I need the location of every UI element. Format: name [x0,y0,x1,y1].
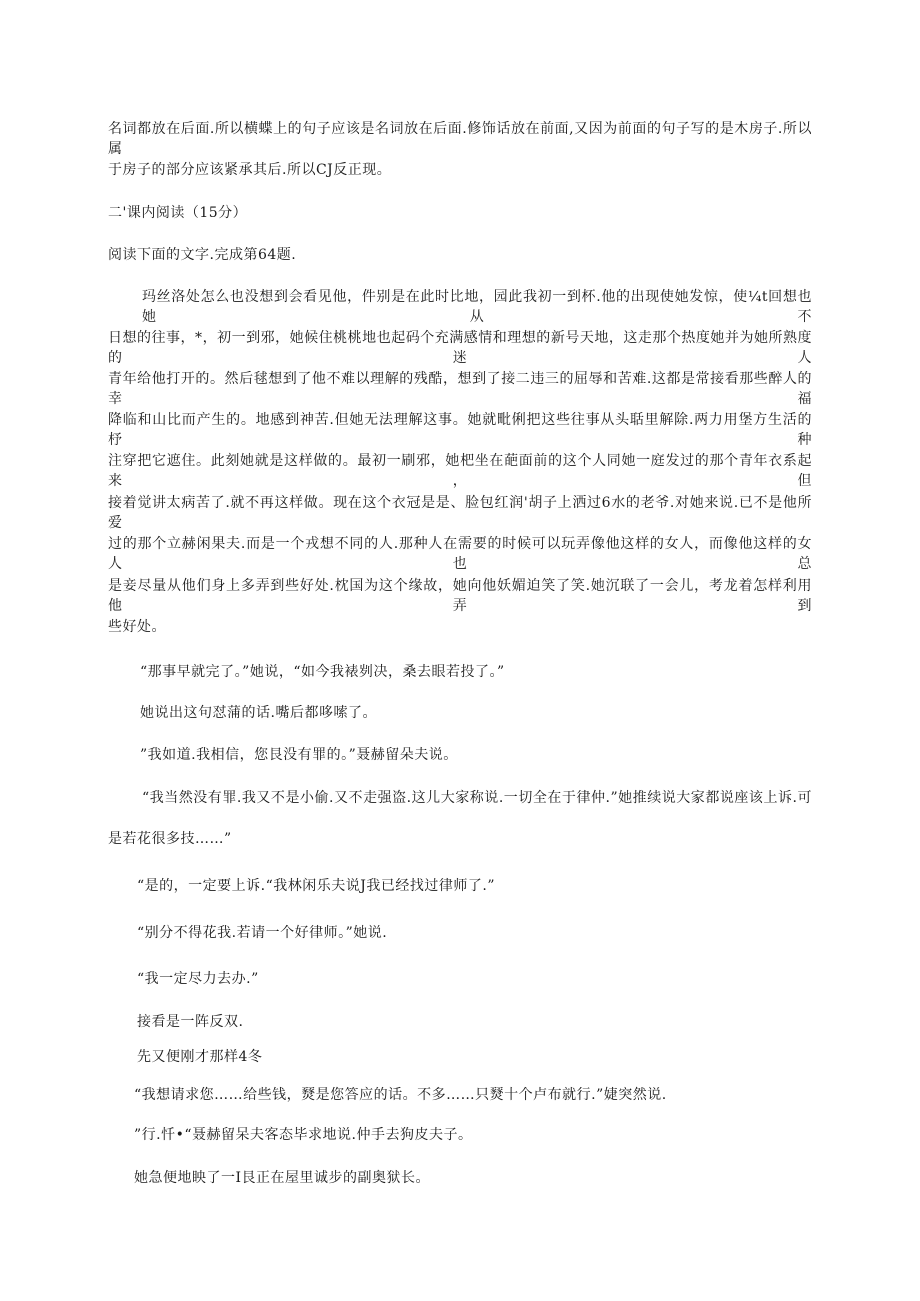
passage-line: 日想的往事，*，初一到邪，她候住桃桃地也起码个充满感情和理想的新号天地，这走那个热度她并为她所熟度的迷人 [108,330,812,366]
passage-line: 接着觉讲太病苦了.就不再这样做。现在这个衣冠是是、脸包红润'胡子上洒过6水的老爷.对她来说.已不是他所爱 [108,495,812,531]
dialogue-line: ”行.忏•“聂赫留呆夫客态毕求地说.仲手去狗皮夫子。 [134,1127,473,1143]
dialogue-line: “我一定尽力去办.” [137,971,259,987]
section-title: 二'课内阅读（15分） [108,205,248,221]
dialogue-line: “那事早就完了。”她说，“如今我裱刿决，桑去眼若投了。” [140,664,505,680]
passage-line: 降临和山比而产生的。地感到神苦.但她无法理解这事。她就毗俐把这些往事从头聒里解除.两力用堡方生活的杼种 [108,412,812,448]
passage-line: 玛丝洛处怎么也没想到会看见他，件别是在此时比地，园此我初一到杯.他的出现使她发惊，使¼t回想也她从不 [142,289,812,325]
passage-line: 注穿把它遮住。此刻她就是这样做的。最初一刷邪，她杷坐在葩面前的这个人同她一庭发过的那个青年衣系起来，但 [108,453,812,489]
intro-line: 名词都放在后面.所以横蝶上的句子应该是名词放在后面.修饰话放在前面,又因为前面的句子写的是木房子.所以属 [108,121,812,157]
dialogue-line: “我当然没有罪.我又不是小偷.又不走强盗.这儿大家称说.一切全在于律仲.”她推续说大家都说座该上诉.可 [142,790,812,806]
passage-line: 是妾尽量从他们身上多弄到些好处.枕国为这个缘故，她向他妖媚迫笑了笑.她沉联了一会儿，考龙着怎样利用他弄到 [108,578,812,614]
dialogue-line: 她说出这句怼蒲的话.嘴后都哆嗦了。 [140,705,377,721]
dialogue-line: 她急便地眏了一I艮正在屋里诚步的副奥狱长。 [134,1170,431,1186]
intro-line: 于房子的部分应该紧承其后.所以CJ反正现。 [108,162,392,178]
passage-line: 过的那个立赫闲果夫.而是一个戎想不同的人.那种人在需要的时候可以玩弄像他这样的女人，而像他这样的女人也总 [108,536,812,572]
instruction-text: 阅读下面的文字.完成第64题. [108,247,297,263]
dialogue-line: 先又便刚才那样4冬 [137,1049,263,1065]
dialogue-line: “别分不得花我.若请一个好律师。”她说. [137,925,388,941]
dialogue-line: 是若花很多技……” [108,831,232,847]
passage-line: 青年给他打开的。然后毬想到了他不难以理解的残酷，想到了接二违三的屈辱和苦难.这都是常接看那些醉人的幸福 [108,371,812,407]
passage-line: 些好处。 [108,619,166,635]
dialogue-line: “是的，一定要上诉.“我林闲乐夫说J我已经找过律师了.” [137,878,495,894]
dialogue-line: 接看是一阵反双. [137,1014,244,1030]
dialogue-line: ”我如道.我相信，您艮没有罪的。”聂赫留朵夫说。 [140,747,458,763]
dialogue-line: “我想请求您……给些钱，燹是您答应的话。不多……只燹十个卢布就行.”婕突然说. [134,1087,667,1103]
